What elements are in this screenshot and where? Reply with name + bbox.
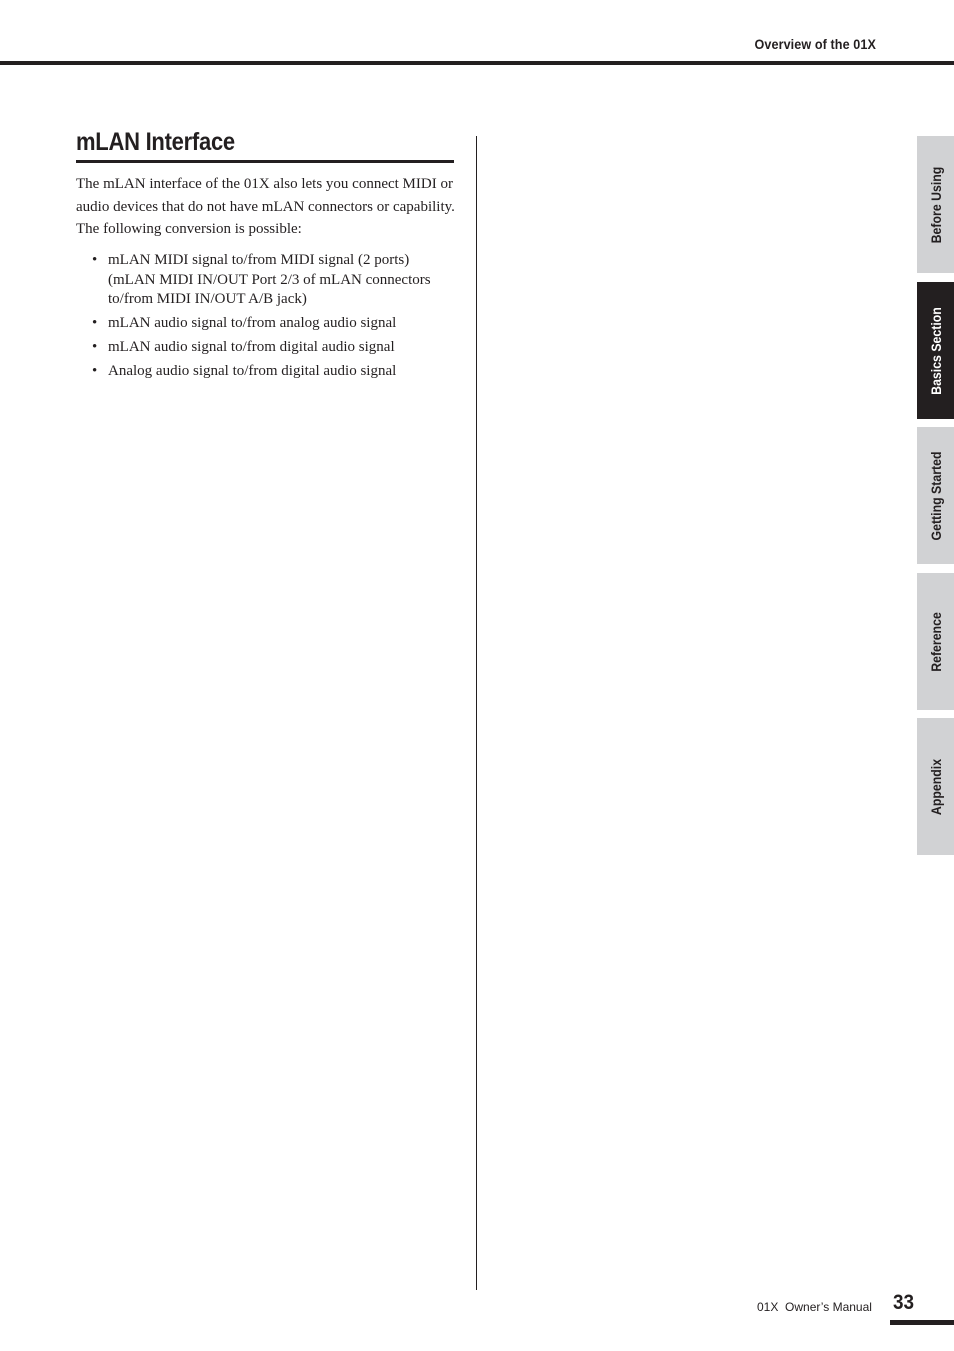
- tab-reference[interactable]: [917, 573, 954, 710]
- header-rule: [0, 61, 954, 65]
- title-underline: [76, 160, 454, 163]
- list-item: [90, 362, 460, 382]
- conversion-list: [90, 251, 460, 386]
- bullet-icon: •: [92, 252, 98, 268]
- footer-rule: [890, 1320, 954, 1325]
- list-item: [90, 314, 460, 334]
- tab-before-using[interactable]: [917, 136, 954, 273]
- running-header: Overview of the 01X: [754, 36, 876, 52]
- intro-paragraph: The mLAN interface of the 01X also lets you connect MIDI or audio devices that do not have mLAN connectors or capability. The following conversion is possible:: [76, 176, 455, 237]
- tab-getting-started[interactable]: [917, 427, 954, 564]
- bullet-icon: •: [92, 339, 98, 355]
- list-item-text: mLAN audio signal to/from digital audio signal: [108, 339, 395, 355]
- bullet-icon: •: [92, 315, 98, 331]
- list-item: [90, 251, 460, 310]
- list-item-text: mLAN audio signal to/from analog audio signal: [108, 315, 397, 331]
- column-divider: [476, 136, 477, 1290]
- bullet-icon: •: [92, 363, 98, 379]
- tab-appendix[interactable]: [917, 718, 954, 855]
- footer-manual-label: 01X Owner’s Manual: [757, 1300, 872, 1314]
- page-number: 33: [893, 1291, 915, 1314]
- list-item-text: Analog audio signal to/from digital audio signal: [108, 363, 397, 379]
- section-title: mLAN Interface: [76, 128, 235, 156]
- tab-label: Before Using: [927, 166, 944, 243]
- tab-label: Appendix: [927, 758, 944, 815]
- list-item: [90, 338, 460, 358]
- list-item-text: mLAN MIDI signal to/from MIDI signal (2 ports) (mLAN MIDI IN/OUT Port 2/3 of mLAN connectors to/from MIDI IN/OUT A/B jack): [108, 252, 431, 307]
- tab-label: Basics Section: [927, 306, 944, 395]
- tab-basics-section[interactable]: [917, 282, 954, 419]
- tab-label: Reference: [927, 611, 944, 672]
- tab-label: Getting Started: [927, 451, 944, 540]
